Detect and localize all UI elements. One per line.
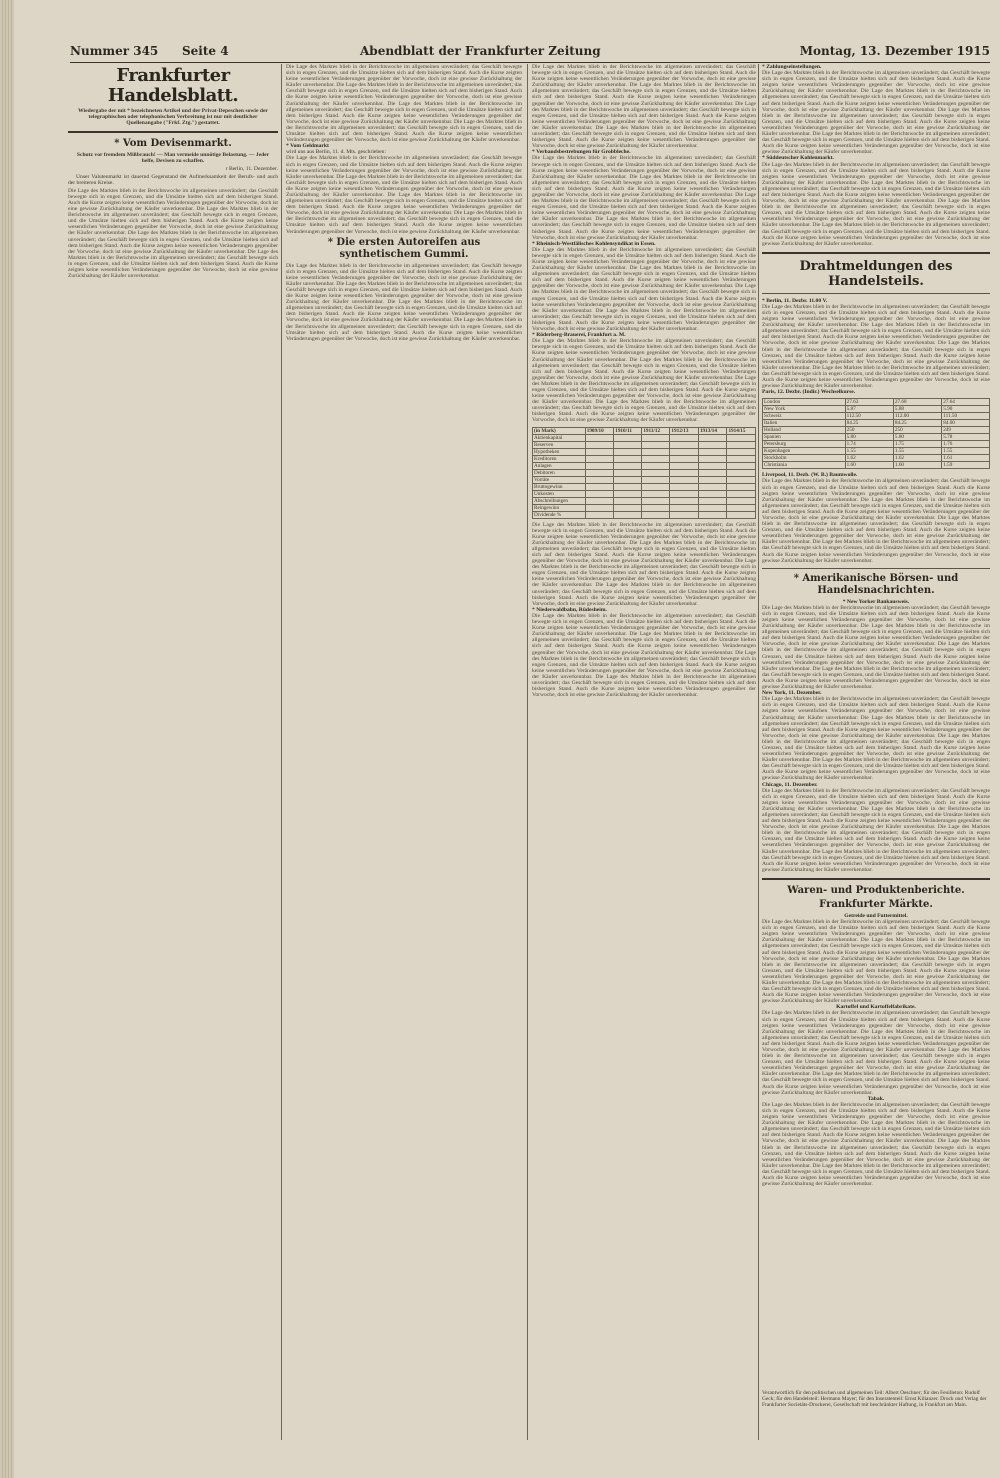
table-cell: 27.63 [845, 399, 893, 406]
table-cell: Reserven [533, 441, 586, 448]
table-cell: 84.00 [942, 420, 990, 427]
kohlen-title: * Rheinisch-Westfälisches Kohlensyndikat in Essen. [532, 240, 656, 247]
table-cell [585, 490, 614, 497]
article-body: Die Lage des Marktes blieb in der Berichtswoche im allgemeinen unverändert; das Geschäft bewegte sich in engen Grenzen, und die Umsätze hielten sich auf dem bisherigen Stand. Auch die Kurse zeigten keine wesentlichen Veränderungen gegenüber der Vorwoche, doch ist eine gewisse Zurückhaltung der Käufer unverkennbar. Die Lage des Marktes blieb in der Berichtswoche im allgemeinen unverändert; das Geschäft bewegte sich in engen Grenzen, und die Umsätze hielten sich auf dem bisherigen Stand. Auch die Kurse zeigten keine wesentlichen Veränderungen gegenüber der Vorwoche, doch ist eine gewisse Zurückhaltung der Käufer unverkennbar. Die Lage des Marktes blieb in der Berichtswoche im allgemeinen unverändert; das Geschäft bewegte sich in engen Grenzen, und die Umsätze hielten sich auf dem bisherigen Stand. Auch die Kurse zeigten keine wesentlichen Veränderungen gegenüber der Vorwoche, doch ist eine gewisse Zurückhaltung der Käufer unverkennbar. Die Lage des Marktes blieb in der Berichtswoche im allgemeinen unverändert; das Geschäft bewegte sich in engen Grenzen, und die Umsätze hielten sich auf dem bisherigen Stand. Auch die Kurse zeigten keine wesentlichen Veränderungen gegenüber der Vorwoche, doch ist eine gewisse Zurückhaltung der Käufer unverkennbar. [532, 246, 756, 333]
table-cell [585, 483, 614, 490]
table-cell [727, 448, 756, 455]
column-rule [527, 64, 528, 1440]
table-cell: Petersburg [763, 441, 846, 448]
grobbleche-title: * Verbandsbestrebungen für Grobbleche. [532, 149, 631, 156]
article-body: Die Lage des Marktes blieb in der Berichtswoche im allgemeinen unverändert; das Geschäft bewegte sich in engen Grenzen, und die Umsätze hielten sich auf dem bisherigen Stand. Auch die Kurse zeigten keine wesentlichen Veränderungen gegenüber der Vorwoche, doch ist eine gewisse Zurückhaltung der Käufer unverkennbar. Die Lage des Marktes blieb in der Berichtswoche im allgemeinen unverändert; das Geschäft bewegte sich in engen Grenzen, und die Umsätze hielten sich auf dem bisherigen Stand. Auch die Kurse zeigten keine wesentlichen Veränderungen gegenüber der Vorwoche, doch ist eine gewisse Zurückhaltung der Käufer unverkennbar. Die Lage des Marktes blieb in der Berichtswoche im allgemeinen unverändert; das Geschäft bewegte sich in engen Grenzen, und die Umsätze hielten sich auf dem bisherigen Stand. Auch die Kurse zeigten keine wesentlichen Veränderungen gegenüber der Vorwoche, doch ist eine gewisse Zurückhaltung der Käufer unverkennbar. Die Lage des Marktes blieb in der Berichtswoche im allgemeinen unverändert; das Geschäft bewegte sich in engen Grenzen, und die Umsätze hielten sich auf dem bisherigen Stand. Auch die Kurse zeigten keine wesentlichen Veränderungen gegenüber der Vorwoche, doch ist eine gewisse Zurückhaltung der Käufer unverkennbar. [762, 161, 990, 247]
table-cell: 27.64 [942, 399, 990, 406]
table-cell [614, 469, 642, 476]
nyk-title: New York, 11. Dezember. [762, 690, 822, 697]
table-cell [585, 455, 614, 462]
table-row [763, 413, 990, 420]
table-cell: 5.80 [893, 434, 941, 441]
article-body: Die Lage des Marktes blieb in der Berichtswoche im allgemeinen unverändert; das Geschäft bewegte sich in engen Grenzen, und die Umsätze hielten sich auf dem bisherigen Stand. Auch die Kurse zeigten keine wesentlichen Veränderungen gegenüber der Vorwoche, doch ist eine gewisse Zurückhaltung der Käufer unverkennbar. Die Lage des Marktes blieb in der Berichtswoche im allgemeinen unverändert; das Geschäft bewegte sich in engen Grenzen, und die Umsätze hielten sich auf dem bisherigen Stand. Auch die Kurse zeigten keine wesentlichen Veränderungen gegenüber der Vorwoche, doch ist eine gewisse Zurückhaltung der Käufer unverkennbar. Die Lage des Marktes blieb in der Berichtswoche im allgemeinen unverändert; das Geschäft bewegte sich in engen Grenzen, und die Umsätze hielten sich auf dem bisherigen Stand. Auch die Kurse zeigten keine wesentlichen Veränderungen gegenüber der Vorwoche, doch ist eine gewisse Zurückhaltung der Käufer unverkennbar. Die Lage des Marktes blieb in der Berichtswoche im allgemeinen unverändert; das Geschäft bewegte sich in engen Grenzen, und die Umsätze hielten sich auf dem bisherigen Stand. Auch die Kurse zeigten keine wesentlichen Veränderungen gegenüber der Vorwoche, doch ist eine gewisse Zurückhaltung der Käufer unverkennbar. [762, 1101, 990, 1188]
divider [762, 252, 990, 254]
table-cell: Stockholm [763, 455, 846, 462]
table-row [763, 399, 990, 406]
table-cell: 1.55 [893, 448, 941, 455]
book-edge [0, 0, 14, 1478]
table-cell [614, 462, 642, 469]
table-cell [614, 511, 642, 518]
table-cell [642, 469, 670, 476]
table-row [533, 469, 756, 476]
table-cell [614, 434, 642, 441]
table-cell [727, 504, 756, 511]
table-cell [698, 448, 727, 455]
table-cell: Unkosten [533, 490, 586, 497]
table-cell [727, 490, 756, 497]
table-cell [727, 455, 756, 462]
article-body: Die Lage des Marktes blieb in der Berichtswoche im allgemeinen unverändert; das Geschäft bewegte sich in engen Grenzen, und die Umsätze hielten sich auf dem bisherigen Stand. Auch die Kurse zeigten keine wesentlichen Veränderungen gegenüber der Vorwoche, doch ist eine gewisse Zurückhaltung der Käufer unverkennbar. Die Lage des Marktes blieb in der Berichtswoche im allgemeinen unverändert; das Geschäft bewegte sich in engen Grenzen, und die Umsätze hielten sich auf dem bisherigen Stand. Auch die Kurse zeigten keine wesentlichen Veränderungen gegenüber der Vorwoche, doch ist eine gewisse Zurückhaltung der Käufer unverkennbar. Die Lage des Marktes blieb in der Berichtswoche im allgemeinen unverändert; das Geschäft bewegte sich in engen Grenzen, und die Umsätze hielten sich auf dem bisherigen Stand. Auch die Kurse zeigten keine wesentlichen Veränderungen gegenüber der Vorwoche, doch ist eine gewisse Zurückhaltung der Käufer unverkennbar. Die Lage des Marktes blieb in der Berichtswoche im allgemeinen unverändert; das Geschäft bewegte sich in engen Grenzen, und die Umsätze hielten sich auf dem bisherigen Stand. Auch die Kurse zeigten keine wesentlichen Veränderungen gegenüber der Vorwoche, doch ist eine gewisse Zurückhaltung der Käufer unverkennbar. [762, 70, 990, 156]
table-cell [698, 504, 727, 511]
reprint-notice: Wiedergabe der mit * bezeichneten Artikel und der Privat-Depeschen sowie der telegraphischen oder telephonischen Verbreitung ist nur mit deutlicher Quellenangabe ("Frkf. Ztg.") gestattet. [78, 108, 268, 127]
issue-number: Nummer 345 [70, 44, 159, 58]
table-cell: 1.74 [845, 441, 893, 448]
divider [762, 568, 990, 569]
table-cell: Anlagen [533, 462, 586, 469]
table-header-cell: 1912/13 [670, 427, 699, 434]
paris-table [762, 398, 990, 469]
table-cell [727, 462, 756, 469]
table-cell: 5.88 [893, 406, 941, 413]
table-cell: Aktienkapital [533, 434, 586, 441]
kartoffel-title: Kartoffel und Kartoffelfabrikate. [836, 1004, 916, 1011]
table-cell [727, 497, 756, 504]
table-cell: 1.59 [942, 462, 990, 469]
waren-title: Waren- und Produktenberichte. [787, 884, 965, 896]
table-cell: 1.61 [942, 455, 990, 462]
table-cell [727, 511, 756, 518]
article-body: Die Lage des Marktes blieb in der Berichtswoche im allgemeinen unverändert; das Geschäft bewegte sich in engen Grenzen, und die Umsätze hielten sich auf dem bisherigen Stand. Auch die Kurse zeigten keine wesentlichen Veränderungen gegenüber der Vorwoche, doch ist eine gewisse Zurückhaltung der Käufer unverkennbar. Die Lage des Marktes blieb in der Berichtswoche im allgemeinen unverändert; das Geschäft bewegte sich in engen Grenzen, und die Umsätze hielten sich auf dem bisherigen Stand. Auch die Kurse zeigten keine wesentlichen Veränderungen gegenüber der Vorwoche, doch ist eine gewisse Zurückhaltung der Käufer unverkennbar. Die Lage des Marktes blieb in der Berichtswoche im allgemeinen unverändert; das Geschäft bewegte sich in engen Grenzen, und die Umsätze hielten sich auf dem bisherigen Stand. Auch die Kurse zeigten keine wesentlichen Veränderungen gegenüber der Vorwoche, doch ist eine gewisse Zurückhaltung der Käufer unverkennbar. Die Lage des Marktes blieb in der Berichtswoche im allgemeinen unverändert; das Geschäft bewegte sich in engen Grenzen, und die Umsätze hielten sich auf dem bisherigen Stand. Auch die Kurse zeigten keine wesentlichen Veränderungen gegenüber der Vorwoche, doch ist eine gewisse Zurückhaltung der Käufer unverkennbar. [762, 787, 990, 873]
table-cell [698, 441, 727, 448]
amerika-title: * Amerikanische Börsen- und Handelsnachrichten. [793, 572, 959, 596]
article-body: Die Lage des Marktes blieb in der Berichtswoche im allgemeinen unverändert; das Geschäft bewegte sich in engen Grenzen, und die Umsätze hielten sich auf dem bisherigen Stand. Auch die Kurse zeigten keine wesentlichen Veränderungen gegenüber der Vorwoche, doch ist eine gewisse Zurückhaltung der Käufer unverkennbar. Die Lage des Marktes blieb in der Berichtswoche im allgemeinen unverändert; das Geschäft bewegte sich in engen Grenzen, und die Umsätze hielten sich auf dem bisherigen Stand. Auch die Kurse zeigten keine wesentlichen Veränderungen gegenüber der Vorwoche, doch ist eine gewisse Zurückhaltung der Käufer unverkennbar. Die Lage des Marktes blieb in der Berichtswoche im allgemeinen unverändert; das Geschäft bewegte sich in engen Grenzen, und die Umsätze hielten sich auf dem bisherigen Stand. Auch die Kurse zeigten keine wesentlichen Veränderungen gegenüber der Vorwoche, doch ist eine gewisse Zurückhaltung der Käufer unverkennbar. Die Lage des Marktes blieb in der Berichtswoche im allgemeinen unverändert; das Geschäft bewegte sich in engen Grenzen, und die Umsätze hielten sich auf dem bisherigen Stand. Auch die Kurse zeigten keine wesentlichen Veränderungen gegenüber der Vorwoche, doch ist eine gewisse Zurückhaltung der Käufer unverkennbar. [532, 521, 756, 607]
getreide-title: Getreide und Futtermittel. [844, 912, 908, 919]
table-cell: Reingewinn [533, 504, 586, 511]
table-cell: Christiania [763, 462, 846, 469]
newyork-sub: * New Yorker Bankausweis. [842, 598, 910, 605]
tabak-title: Tabak. [867, 1095, 885, 1102]
paris-title: Paris, 12. Dezbr. (Indir.) Wechselkurse. [762, 389, 856, 396]
table-cell [727, 469, 756, 476]
geldmarkt-title: * Vom Geldmarkt [286, 143, 329, 150]
table-row [533, 448, 756, 455]
article-body: Die Lage des Marktes blieb in der Berichtswoche im allgemeinen unverändert; das Geschäft bewegte sich in engen Grenzen, und die Umsätze hielten sich auf dem bisherigen Stand. Auch die Kurse zeigten keine wesentlichen Veränderungen gegenüber der Vorwoche, doch ist eine gewisse Zurückhaltung der Käufer unverkennbar. Die Lage des Marktes blieb in der Berichtswoche im allgemeinen unverändert; das Geschäft bewegte sich in engen Grenzen, und die Umsätze hielten sich auf dem bisherigen Stand. Auch die Kurse zeigten keine wesentlichen Veränderungen gegenüber der Vorwoche, doch ist eine gewisse Zurückhaltung der Käufer unverkennbar. Die Lage des Marktes blieb in der Berichtswoche im allgemeinen unverändert; das Geschäft bewegte sich in engen Grenzen, und die Umsätze hielten sich auf dem bisherigen Stand. Auch die Kurse zeigten keine wesentlichen Veränderungen gegenüber der Vorwoche, doch ist eine gewisse Zurückhaltung der Käufer unverkennbar. Die Lage des Marktes blieb in der Berichtswoche im allgemeinen unverändert; das Geschäft bewegte sich in engen Grenzen, und die Umsätze hielten sich auf dem bisherigen Stand. Auch die Kurse zeigten keine wesentlichen Veränderungen gegenüber der Vorwoche, doch ist eine gewisse Zurückhaltung der Käufer unverkennbar. [532, 612, 756, 699]
table-cell [642, 462, 670, 469]
zahlung-title: * Zahlungseinstellungen. [762, 64, 822, 70]
table-cell [642, 497, 670, 504]
table-cell [642, 448, 670, 455]
table-cell [698, 483, 727, 490]
autoreifen-title: * Die ersten Autoreifen aus synthetischem Gummi. [327, 236, 481, 260]
table-header-cell: 1909/10 [585, 427, 614, 434]
article-body-start: Unser Valutenmarkt ist dauernd Gegenstand der Aufmerksamkeit der Berufs- und auch der breiteren Kreise. [68, 173, 278, 186]
table-cell: Abschreibungen [533, 497, 586, 504]
table-row [533, 441, 756, 448]
article-body: Die Lage des Marktes blieb in der Berichtswoche im allgemeinen unverändert; das Geschäft bewegte sich in engen Grenzen, und die Umsätze hielten sich auf dem bisherigen Stand. Auch die Kurse zeigten keine wesentlichen Veränderungen gegenüber der Vorwoche, doch ist eine gewisse Zurückhaltung der Käufer unverkennbar. Die Lage des Marktes blieb in der Berichtswoche im allgemeinen unverändert; das Geschäft bewegte sich in engen Grenzen, und die Umsätze hielten sich auf dem bisherigen Stand. Auch die Kurse zeigten keine wesentlichen Veränderungen gegenüber der Vorwoche, doch ist eine gewisse Zurückhaltung der Käufer unverkennbar. Die Lage des Marktes blieb in der Berichtswoche im allgemeinen unverändert; das Geschäft bewegte sich in engen Grenzen, und die Umsätze hielten sich auf dem bisherigen Stand. Auch die Kurse zeigten keine wesentlichen Veränderungen gegenüber der Vorwoche, doch ist eine gewisse Zurückhaltung der Käufer unverkennbar. Die Lage des Marktes blieb in der Berichtswoche im allgemeinen unverändert; das Geschäft bewegte sich in engen Grenzen, und die Umsätze hielten sich auf dem bisherigen Stand. Auch die Kurse zeigten keine wesentlichen Veränderungen gegenüber der Vorwoche, doch ist eine gewisse Zurückhaltung der Käufer unverkennbar. [762, 696, 990, 782]
imprint: Verantwortlich für den politischen und allgemeinen Teil: Albert Oeschner; für den Feuilleton: Rudolf Geck; für den Handelsteil: Hermann Mayer; für den Inseratenteil: Ernst Kilianzer. Druck und Verlag der Frankfurter Societäts-Druckerei, Gesellschaft mit beschränkter Haftung, in Frankfurt am Main. [762, 1390, 987, 1408]
table-row [533, 490, 756, 497]
table-cell [585, 448, 614, 455]
article-body: Die Lage des Marktes blieb in der Berichtswoche im allgemeinen unverändert; das Geschäft bewegte sich in engen Grenzen, und die Umsätze hielten sich auf dem bisherigen Stand. Auch die Kurse zeigten keine wesentlichen Veränderungen gegenüber der Vorwoche, doch ist eine gewisse Zurückhaltung der Käufer unverkennbar. Die Lage des Marktes blieb in der Berichtswoche im allgemeinen unverändert; das Geschäft bewegte sich in engen Grenzen, und die Umsätze hielten sich auf dem bisherigen Stand. Auch die Kurse zeigten keine wesentlichen Veränderungen gegenüber der Vorwoche, doch ist eine gewisse Zurückhaltung der Käufer unverkennbar. Die Lage des Marktes blieb in der Berichtswoche im allgemeinen unverändert; das Geschäft bewegte sich in engen Grenzen, und die Umsätze hielten sich auf dem bisherigen Stand. Auch die Kurse zeigten keine wesentlichen Veränderungen gegenüber der Vorwoche, doch ist eine gewisse Zurückhaltung der Käufer unverkennbar. Die Lage des Marktes blieb in der Berichtswoche im allgemeinen unverändert; das Geschäft bewegte sich in engen Grenzen, und die Umsätze hielten sich auf dem bisherigen Stand. Auch die Kurse zeigten keine wesentlichen Veränderungen gegenüber der Vorwoche, doch ist eine gewisse Zurückhaltung der Käufer unverkennbar. [762, 604, 990, 691]
table-cell: 27.68 [893, 399, 941, 406]
table-header-cell: 1910/11 [614, 427, 642, 434]
table-cell [670, 469, 699, 476]
table-cell: 5.78 [942, 434, 990, 441]
table-cell: Hypotheken [533, 448, 586, 455]
table-cell: 1.62 [893, 455, 941, 462]
table-cell [585, 476, 614, 483]
table-cell [642, 483, 670, 490]
table-row [763, 448, 990, 455]
table-cell: 1.60 [845, 462, 893, 469]
article-body: Die Lage des Marktes blieb in der Berichtswoche im allgemeinen unverändert; das Geschäft bewegte sich in engen Grenzen, und die Umsätze hielten sich auf dem bisherigen Stand. Auch die Kurse zeigten keine wesentlichen Veränderungen gegenüber der Vorwoche, doch ist eine gewisse Zurückhaltung der Käufer unverkennbar. Die Lage des Marktes blieb in der Berichtswoche im allgemeinen unverändert; das Geschäft bewegte sich in engen Grenzen, und die Umsätze hielten sich auf dem bisherigen Stand. Auch die Kurse zeigten keine wesentlichen Veränderungen gegenüber der Vorwoche, doch ist eine gewisse Zurückhaltung der Käufer unverkennbar. Die Lage des Marktes blieb in der Berichtswoche im allgemeinen unverändert; das Geschäft bewegte sich in engen Grenzen, und die Umsätze hielten sich auf dem bisherigen Stand. Auch die Kurse zeigten keine wesentlichen Veränderungen gegenüber der Vorwoche, doch ist eine gewisse Zurückhaltung der Käufer unverkennbar. Die Lage des Marktes blieb in der Berichtswoche im allgemeinen unverändert; das Geschäft bewegte sich in engen Grenzen, und die Umsätze hielten sich auf dem bisherigen Stand. Auch die Kurse zeigten keine wesentlichen Veränderungen gegenüber der Vorwoche, doch ist eine gewisse Zurückhaltung der Käufer unverkennbar. [762, 303, 990, 390]
table-row [533, 462, 756, 469]
table-cell [670, 497, 699, 504]
table-cell: Debitoren [533, 469, 586, 476]
table-cell: Kreditoren [533, 455, 586, 462]
table-cell [670, 490, 699, 497]
table-header-cell: 1913/14 [698, 427, 727, 434]
table-cell: 1.76 [942, 441, 990, 448]
table-cell: 1.55 [942, 448, 990, 455]
table-row [533, 497, 756, 504]
table-cell [698, 497, 727, 504]
liverpool-item: Liverpool, 11. Dezb. (W. B.) Baumwolle. [762, 472, 858, 479]
niederwald-title: * Niederwaldbahn, Rüdesheim. [532, 606, 607, 613]
table-cell: 1.60 [893, 462, 941, 469]
table-cell: 111.50 [942, 413, 990, 420]
table-cell [585, 469, 614, 476]
column-rule [758, 64, 759, 1440]
table-cell [670, 434, 699, 441]
table-cell: 5.90 [942, 406, 990, 413]
table-cell [585, 511, 614, 518]
table-cell: 250 [845, 427, 893, 434]
table-cell [670, 476, 699, 483]
table-cell [698, 455, 727, 462]
brauerei-title: * Röderberg-Brauerei, Frankfurt a. M. [532, 332, 626, 339]
column-rule [281, 64, 282, 1440]
table-cell [642, 434, 670, 441]
table-cell [614, 490, 642, 497]
table-row [763, 434, 990, 441]
dateline: r Berlin, 11. Dezember. [225, 166, 278, 173]
table-cell: 1.55 [845, 448, 893, 455]
table-row [763, 455, 990, 462]
brauerei-table [532, 427, 756, 519]
table-cell [642, 490, 670, 497]
table-header-cell: (in Mark) [533, 427, 586, 434]
table-cell [614, 448, 642, 455]
table-header-cell: 1911/12 [642, 427, 670, 434]
table-cell [670, 441, 699, 448]
table-cell: 1.75 [893, 441, 941, 448]
article-body: Die Lage des Marktes blieb in der Berichtswoche im allgemeinen unverändert; das Geschäft bewegte sich in engen Grenzen, und die Umsätze hielten sich auf dem bisherigen Stand. Auch die Kurse zeigten keine wesentlichen Veränderungen gegenüber der Vorwoche, doch ist eine gewisse Zurückhaltung der Käufer unverkennbar. Die Lage des Marktes blieb in der Berichtswoche im allgemeinen unverändert; das Geschäft bewegte sich in engen Grenzen, und die Umsätze hielten sich auf dem bisherigen Stand. Auch die Kurse zeigten keine wesentlichen Veränderungen gegenüber der Vorwoche, doch ist eine gewisse Zurückhaltung der Käufer unverkennbar. Die Lage des Marktes blieb in der Berichtswoche im allgemeinen unverändert; das Geschäft bewegte sich in engen Grenzen, und die Umsätze hielten sich auf dem bisherigen Stand. Auch die Kurse zeigten keine wesentlichen Veränderungen gegenüber der Vorwoche, doch ist eine gewisse Zurückhaltung der Käufer unverkennbar. Die Lage des Marktes blieb in der Berichtswoche im allgemeinen unverändert; das Geschäft bewegte sich in engen Grenzen, und die Umsätze hielten sich auf dem bisherigen Stand. Auch die Kurse zeigten keine wesentlichen Veränderungen gegenüber der Vorwoche, doch ist eine gewisse Zurückhaltung der Käufer unverkennbar. [286, 262, 522, 342]
issue-date: Montag, 13. Dezember 1915 [799, 44, 990, 58]
article-body: Die Lage des Marktes blieb in der Berichtswoche im allgemeinen unverändert; das Geschäft bewegte sich in engen Grenzen, und die Umsätze hielten sich auf dem bisherigen Stand. Auch die Kurse zeigten keine wesentlichen Veränderungen gegenüber der Vorwoche, doch ist eine gewisse Zurückhaltung der Käufer unverkennbar. Die Lage des Marktes blieb in der Berichtswoche im allgemeinen unverändert; das Geschäft bewegte sich in engen Grenzen, und die Umsätze hielten sich auf dem bisherigen Stand. Auch die Kurse zeigten keine wesentlichen Veränderungen gegenüber der Vorwoche, doch ist eine gewisse Zurückhaltung der Käufer unverkennbar. Die Lage des Marktes blieb in der Berichtswoche im allgemeinen unverändert; das Geschäft bewegte sich in engen Grenzen, und die Umsätze hielten sich auf dem bisherigen Stand. Auch die Kurse zeigten keine wesentlichen Veränderungen gegenüber der Vorwoche, doch ist eine gewisse Zurückhaltung der Käufer unverkennbar. Die Lage des Marktes blieb in der Berichtswoche im allgemeinen unverändert; das Geschäft bewegte sich in engen Grenzen, und die Umsätze hielten sich auf dem bisherigen Stand. Auch die Kurse zeigten keine wesentlichen Veränderungen gegenüber der Vorwoche, doch ist eine gewisse Zurückhaltung der Käufer unverkennbar. [286, 64, 522, 144]
table-cell [698, 434, 727, 441]
page-number: Seite 4 [182, 44, 229, 58]
table-cell: Kopenhagen [763, 448, 846, 455]
table-cell [670, 448, 699, 455]
table-cell: 5.87 [845, 406, 893, 413]
table-cell [642, 511, 670, 518]
page-header [70, 44, 990, 63]
table-cell [698, 511, 727, 518]
table-row [533, 511, 756, 518]
article-lead: Schutz vor fremdem Mißbrauch! — Man vermeide unnötige Belastung. — Jeder helfe, Devisen zu schaffen. [76, 152, 270, 165]
table-cell [727, 483, 756, 490]
table-row [763, 420, 990, 427]
markt-title: Frankfurter Märkte. [819, 898, 933, 910]
table-cell: 112.50 [845, 413, 893, 420]
table-cell [642, 476, 670, 483]
table-cell [585, 441, 614, 448]
table-cell: Italien [763, 420, 846, 427]
table-header-cell: 1914/15 [727, 427, 756, 434]
table-cell [727, 476, 756, 483]
table-cell [670, 483, 699, 490]
table-row [763, 462, 990, 469]
table-cell [614, 497, 642, 504]
kohlenmarkt-title: * Süddeutscher Kohlenmarkt. [762, 155, 834, 162]
table-row [533, 504, 756, 511]
table-row [533, 455, 756, 462]
table-cell [698, 490, 727, 497]
table-cell [614, 476, 642, 483]
table-row [533, 434, 756, 441]
table-cell [614, 441, 642, 448]
table-cell [614, 504, 642, 511]
table-cell: 250 [893, 427, 941, 434]
table-row [763, 427, 990, 434]
column-4 [762, 64, 990, 1442]
table-cell: Dividende % [533, 511, 586, 518]
table-cell [585, 504, 614, 511]
article-body: Die Lage des Marktes blieb in der Berichtswoche im allgemeinen unverändert; das Geschäft bewegte sich in engen Grenzen, und die Umsätze hielten sich auf dem bisherigen Stand. Auch die Kurse zeigten keine wesentlichen Veränderungen gegenüber der Vorwoche, doch ist eine gewisse Zurückhaltung der Käufer unverkennbar. Die Lage des Marktes blieb in der Berichtswoche im allgemeinen unverändert; das Geschäft bewegte sich in engen Grenzen, und die Umsätze hielten sich auf dem bisherigen Stand. Auch die Kurse zeigten keine wesentlichen Veränderungen gegenüber der Vorwoche, doch ist eine gewisse Zurückhaltung der Käufer unverkennbar. Die Lage des Marktes blieb in der Berichtswoche im allgemeinen unverändert; das Geschäft bewegte sich in engen Grenzen, und die Umsätze hielten sich auf dem bisherigen Stand. Auch die Kurse zeigten keine wesentlichen Veränderungen gegenüber der Vorwoche, doch ist eine gewisse Zurückhaltung der Käufer unverkennbar. Die Lage des Marktes blieb in der Berichtswoche im allgemeinen unverändert; das Geschäft bewegte sich in engen Grenzen, und die Umsätze hielten sich auf dem bisherigen Stand. Auch die Kurse zeigten keine wesentlichen Veränderungen gegenüber der Vorwoche, doch ist eine gewisse Zurückhaltung der Käufer unverkennbar. [286, 155, 522, 235]
table-cell: 112.00 [893, 413, 941, 420]
table-cell [614, 483, 642, 490]
article-body: Die Lage des Marktes blieb in der Berichtswoche im allgemeinen unverändert; das Geschäft bewegte sich in engen Grenzen, und die Umsätze hielten sich auf dem bisherigen Stand. Auch die Kurse zeigten keine wesentlichen Veränderungen gegenüber der Vorwoche, doch ist eine gewisse Zurückhaltung der Käufer unverkennbar. Die Lage des Marktes blieb in der Berichtswoche im allgemeinen unverändert; das Geschäft bewegte sich in engen Grenzen, und die Umsätze hielten sich auf dem bisherigen Stand. Auch die Kurse zeigten keine wesentlichen Veränderungen gegenüber der Vorwoche, doch ist eine gewisse Zurückhaltung der Käufer unverkennbar. Die Lage des Marktes blieb in der Berichtswoche im allgemeinen unverändert; das Geschäft bewegte sich in engen Grenzen, und die Umsätze hielten sich auf dem bisherigen Stand. Auch die Kurse zeigten keine wesentlichen Veränderungen gegenüber der Vorwoche, doch ist eine gewisse Zurückhaltung der Käufer unverkennbar. Die Lage des Marktes blieb in der Berichtswoche im allgemeinen unverändert; das Geschäft bewegte sich in engen Grenzen, und die Umsätze hielten sich auf dem bisherigen Stand. Auch die Kurse zeigten keine wesentlichen Veränderungen gegenüber der Vorwoche, doch ist eine gewisse Zurückhaltung der Käufer unverkennbar. [762, 478, 990, 564]
table-row [533, 483, 756, 490]
article-body: Die Lage des Marktes blieb in der Berichtswoche im allgemeinen unverändert; das Geschäft bewegte sich in engen Grenzen, und die Umsätze hielten sich auf dem bisherigen Stand. Auch die Kurse zeigten keine wesentlichen Veränderungen gegenüber der Vorwoche, doch ist eine gewisse Zurückhaltung der Käufer unverkennbar. Die Lage des Marktes blieb in der Berichtswoche im allgemeinen unverändert; das Geschäft bewegte sich in engen Grenzen, und die Umsätze hielten sich auf dem bisherigen Stand. Auch die Kurse zeigten keine wesentlichen Veränderungen gegenüber der Vorwoche, doch ist eine gewisse Zurückhaltung der Käufer unverkennbar. Die Lage des Marktes blieb in der Berichtswoche im allgemeinen unverändert; das Geschäft bewegte sich in engen Grenzen, und die Umsätze hielten sich auf dem bisherigen Stand. Auch die Kurse zeigten keine wesentlichen Veränderungen gegenüber der Vorwoche, doch ist eine gewisse Zurückhaltung der Käufer unverkennbar. Die Lage des Marktes blieb in der Berichtswoche im allgemeinen unverändert; das Geschäft bewegte sich in engen Grenzen, und die Umsätze hielten sich auf dem bisherigen Stand. Auch die Kurse zeigten keine wesentlichen Veränderungen gegenüber der Vorwoche, doch ist eine gewisse Zurückhaltung der Käufer unverkennbar. [532, 338, 756, 424]
table-cell: Schweiz [763, 413, 846, 420]
article-title: * Vom Devisenmarkt. [114, 138, 232, 150]
geldmarkt-dateline: wird uns aus Berlin, 11. d. Mts. geschrieben: [286, 149, 386, 156]
column-1 [68, 64, 278, 1442]
divider [762, 878, 990, 880]
column-2 [286, 64, 522, 1442]
table-cell: London [763, 399, 846, 406]
table-cell [698, 476, 727, 483]
table-cell: Spanien [763, 434, 846, 441]
column-3 [532, 64, 756, 1442]
article-body: Die Lage des Marktes blieb in der Berichtswoche im allgemeinen unverändert; das Geschäft bewegte sich in engen Grenzen, und die Umsätze hielten sich auf dem bisherigen Stand. Auch die Kurse zeigten keine wesentlichen Veränderungen gegenüber der Vorwoche, doch ist eine gewisse Zurückhaltung der Käufer unverkennbar. Die Lage des Marktes blieb in der Berichtswoche im allgemeinen unverändert; das Geschäft bewegte sich in engen Grenzen, und die Umsätze hielten sich auf dem bisherigen Stand. Auch die Kurse zeigten keine wesentlichen Veränderungen gegenüber der Vorwoche, doch ist eine gewisse Zurückhaltung der Käufer unverkennbar. Die Lage des Marktes blieb in der Berichtswoche im allgemeinen unverändert; das Geschäft bewegte sich in engen Grenzen, und die Umsätze hielten sich auf dem bisherigen Stand. Auch die Kurse zeigten keine wesentlichen Veränderungen gegenüber der Vorwoche, doch ist eine gewisse Zurückhaltung der Käufer unverkennbar. Die Lage des Marktes blieb in der Berichtswoche im allgemeinen unverändert; das Geschäft bewegte sich in engen Grenzen, und die Umsätze hielten sich auf dem bisherigen Stand. Auch die Kurse zeigten keine wesentlichen Veränderungen gegenüber der Vorwoche, doch ist eine gewisse Zurückhaltung der Käufer unverkennbar. [68, 187, 278, 280]
table-cell [698, 469, 727, 476]
table-cell [727, 441, 756, 448]
table-cell: 5.80 [845, 434, 893, 441]
table-row [763, 441, 990, 448]
table-cell [585, 434, 614, 441]
table-cell [670, 504, 699, 511]
table-cell: 84.25 [893, 420, 941, 427]
table-cell [670, 511, 699, 518]
article-body: Die Lage des Marktes blieb in der Berichtswoche im allgemeinen unverändert; das Geschäft bewegte sich in engen Grenzen, und die Umsätze hielten sich auf dem bisherigen Stand. Auch die Kurse zeigten keine wesentlichen Veränderungen gegenüber der Vorwoche, doch ist eine gewisse Zurückhaltung der Käufer unverkennbar. Die Lage des Marktes blieb in der Berichtswoche im allgemeinen unverändert; das Geschäft bewegte sich in engen Grenzen, und die Umsätze hielten sich auf dem bisherigen Stand. Auch die Kurse zeigten keine wesentlichen Veränderungen gegenüber der Vorwoche, doch ist eine gewisse Zurückhaltung der Käufer unverkennbar. Die Lage des Marktes blieb in der Berichtswoche im allgemeinen unverändert; das Geschäft bewegte sich in engen Grenzen, und die Umsätze hielten sich auf dem bisherigen Stand. Auch die Kurse zeigten keine wesentlichen Veränderungen gegenüber der Vorwoche, doch ist eine gewisse Zurückhaltung der Käufer unverkennbar. Die Lage des Marktes blieb in der Berichtswoche im allgemeinen unverändert; das Geschäft bewegte sich in engen Grenzen, und die Umsätze hielten sich auf dem bisherigen Stand. Auch die Kurse zeigten keine wesentlichen Veränderungen gegenüber der Vorwoche, doch ist eine gewisse Zurückhaltung der Käufer unverkennbar. [762, 1010, 990, 1096]
table-cell [585, 497, 614, 504]
table-cell: 84.25 [845, 420, 893, 427]
table-cell: Bruttogewinn [533, 483, 586, 490]
divider [68, 131, 278, 133]
table-row [763, 406, 990, 413]
article-body: Die Lage des Marktes blieb in der Berichtswoche im allgemeinen unverändert; das Geschäft bewegte sich in engen Grenzen, und die Umsätze hielten sich auf dem bisherigen Stand. Auch die Kurse zeigten keine wesentlichen Veränderungen gegenüber der Vorwoche, doch ist eine gewisse Zurückhaltung der Käufer unverkennbar. Die Lage des Marktes blieb in der Berichtswoche im allgemeinen unverändert; das Geschäft bewegte sich in engen Grenzen, und die Umsätze hielten sich auf dem bisherigen Stand. Auch die Kurse zeigten keine wesentlichen Veränderungen gegenüber der Vorwoche, doch ist eine gewisse Zurückhaltung der Käufer unverkennbar. Die Lage des Marktes blieb in der Berichtswoche im allgemeinen unverändert; das Geschäft bewegte sich in engen Grenzen, und die Umsätze hielten sich auf dem bisherigen Stand. Auch die Kurse zeigten keine wesentlichen Veränderungen gegenüber der Vorwoche, doch ist eine gewisse Zurückhaltung der Käufer unverkennbar. Die Lage des Marktes blieb in der Berichtswoche im allgemeinen unverändert; das Geschäft bewegte sich in engen Grenzen, und die Umsätze hielten sich auf dem bisherigen Stand. Auch die Kurse zeigten keine wesentlichen Veränderungen gegenüber der Vorwoche, doch ist eine gewisse Zurückhaltung der Käufer unverkennbar. [762, 919, 990, 1005]
table-cell [727, 434, 756, 441]
table-cell [642, 455, 670, 462]
table-cell: Vorräte [533, 476, 586, 483]
chicago-title: Chicago, 11. Dezember. [762, 781, 818, 788]
paper-title: Abendblatt der Frankfurter Zeitung [360, 44, 601, 58]
table-cell: 249 [942, 427, 990, 434]
table-cell: Holland [763, 427, 846, 434]
table-cell [670, 455, 699, 462]
table-cell [614, 455, 642, 462]
table-cell [642, 504, 670, 511]
table-cell: New York [763, 406, 846, 413]
article-body: Die Lage des Marktes blieb in der Berichtswoche im allgemeinen unverändert; das Geschäft bewegte sich in engen Grenzen, und die Umsätze hielten sich auf dem bisherigen Stand. Auch die Kurse zeigten keine wesentlichen Veränderungen gegenüber der Vorwoche, doch ist eine gewisse Zurückhaltung der Käufer unverkennbar. Die Lage des Marktes blieb in der Berichtswoche im allgemeinen unverändert; das Geschäft bewegte sich in engen Grenzen, und die Umsätze hielten sich auf dem bisherigen Stand. Auch die Kurse zeigten keine wesentlichen Veränderungen gegenüber der Vorwoche, doch ist eine gewisse Zurückhaltung der Käufer unverkennbar. Die Lage des Marktes blieb in der Berichtswoche im allgemeinen unverändert; das Geschäft bewegte sich in engen Grenzen, und die Umsätze hielten sich auf dem bisherigen Stand. Auch die Kurse zeigten keine wesentlichen Veränderungen gegenüber der Vorwoche, doch ist eine gewisse Zurückhaltung der Käufer unverkennbar. Die Lage des Marktes blieb in der Berichtswoche im allgemeinen unverändert; das Geschäft bewegte sich in engen Grenzen, und die Umsätze hielten sich auf dem bisherigen Stand. Auch die Kurse zeigten keine wesentlichen Veränderungen gegenüber der Vorwoche, doch ist eine gewisse Zurückhaltung der Käufer unverkennbar. [532, 155, 756, 241]
table-cell [642, 441, 670, 448]
drahtmeldungen-title: Drahtmeldungen des Handelsteils. [799, 258, 953, 289]
table-row [533, 476, 756, 483]
table-cell: 1.62 [845, 455, 893, 462]
section-title: Frankfurter Handelsblatt. [107, 65, 239, 106]
table-cell [670, 462, 699, 469]
table-cell [698, 462, 727, 469]
berlin-item: * Berlin, 11. Dezbr. 11.00 V. [762, 297, 828, 304]
divider [762, 293, 990, 294]
table-cell [585, 462, 614, 469]
article-body: Die Lage des Marktes blieb in der Berichtswoche im allgemeinen unverändert; das Geschäft bewegte sich in engen Grenzen, und die Umsätze hielten sich auf dem bisherigen Stand. Auch die Kurse zeigten keine wesentlichen Veränderungen gegenüber der Vorwoche, doch ist eine gewisse Zurückhaltung der Käufer unverkennbar. Die Lage des Marktes blieb in der Berichtswoche im allgemeinen unverändert; das Geschäft bewegte sich in engen Grenzen, und die Umsätze hielten sich auf dem bisherigen Stand. Auch die Kurse zeigten keine wesentlichen Veränderungen gegenüber der Vorwoche, doch ist eine gewisse Zurückhaltung der Käufer unverkennbar. Die Lage des Marktes blieb in der Berichtswoche im allgemeinen unverändert; das Geschäft bewegte sich in engen Grenzen, und die Umsätze hielten sich auf dem bisherigen Stand. Auch die Kurse zeigten keine wesentlichen Veränderungen gegenüber der Vorwoche, doch ist eine gewisse Zurückhaltung der Käufer unverkennbar. Die Lage des Marktes blieb in der Berichtswoche im allgemeinen unverändert; das Geschäft bewegte sich in engen Grenzen, und die Umsätze hielten sich auf dem bisherigen Stand. Auch die Kurse zeigten keine wesentlichen Veränderungen gegenüber der Vorwoche, doch ist eine gewisse Zurückhaltung der Käufer unverkennbar. [532, 64, 756, 150]
